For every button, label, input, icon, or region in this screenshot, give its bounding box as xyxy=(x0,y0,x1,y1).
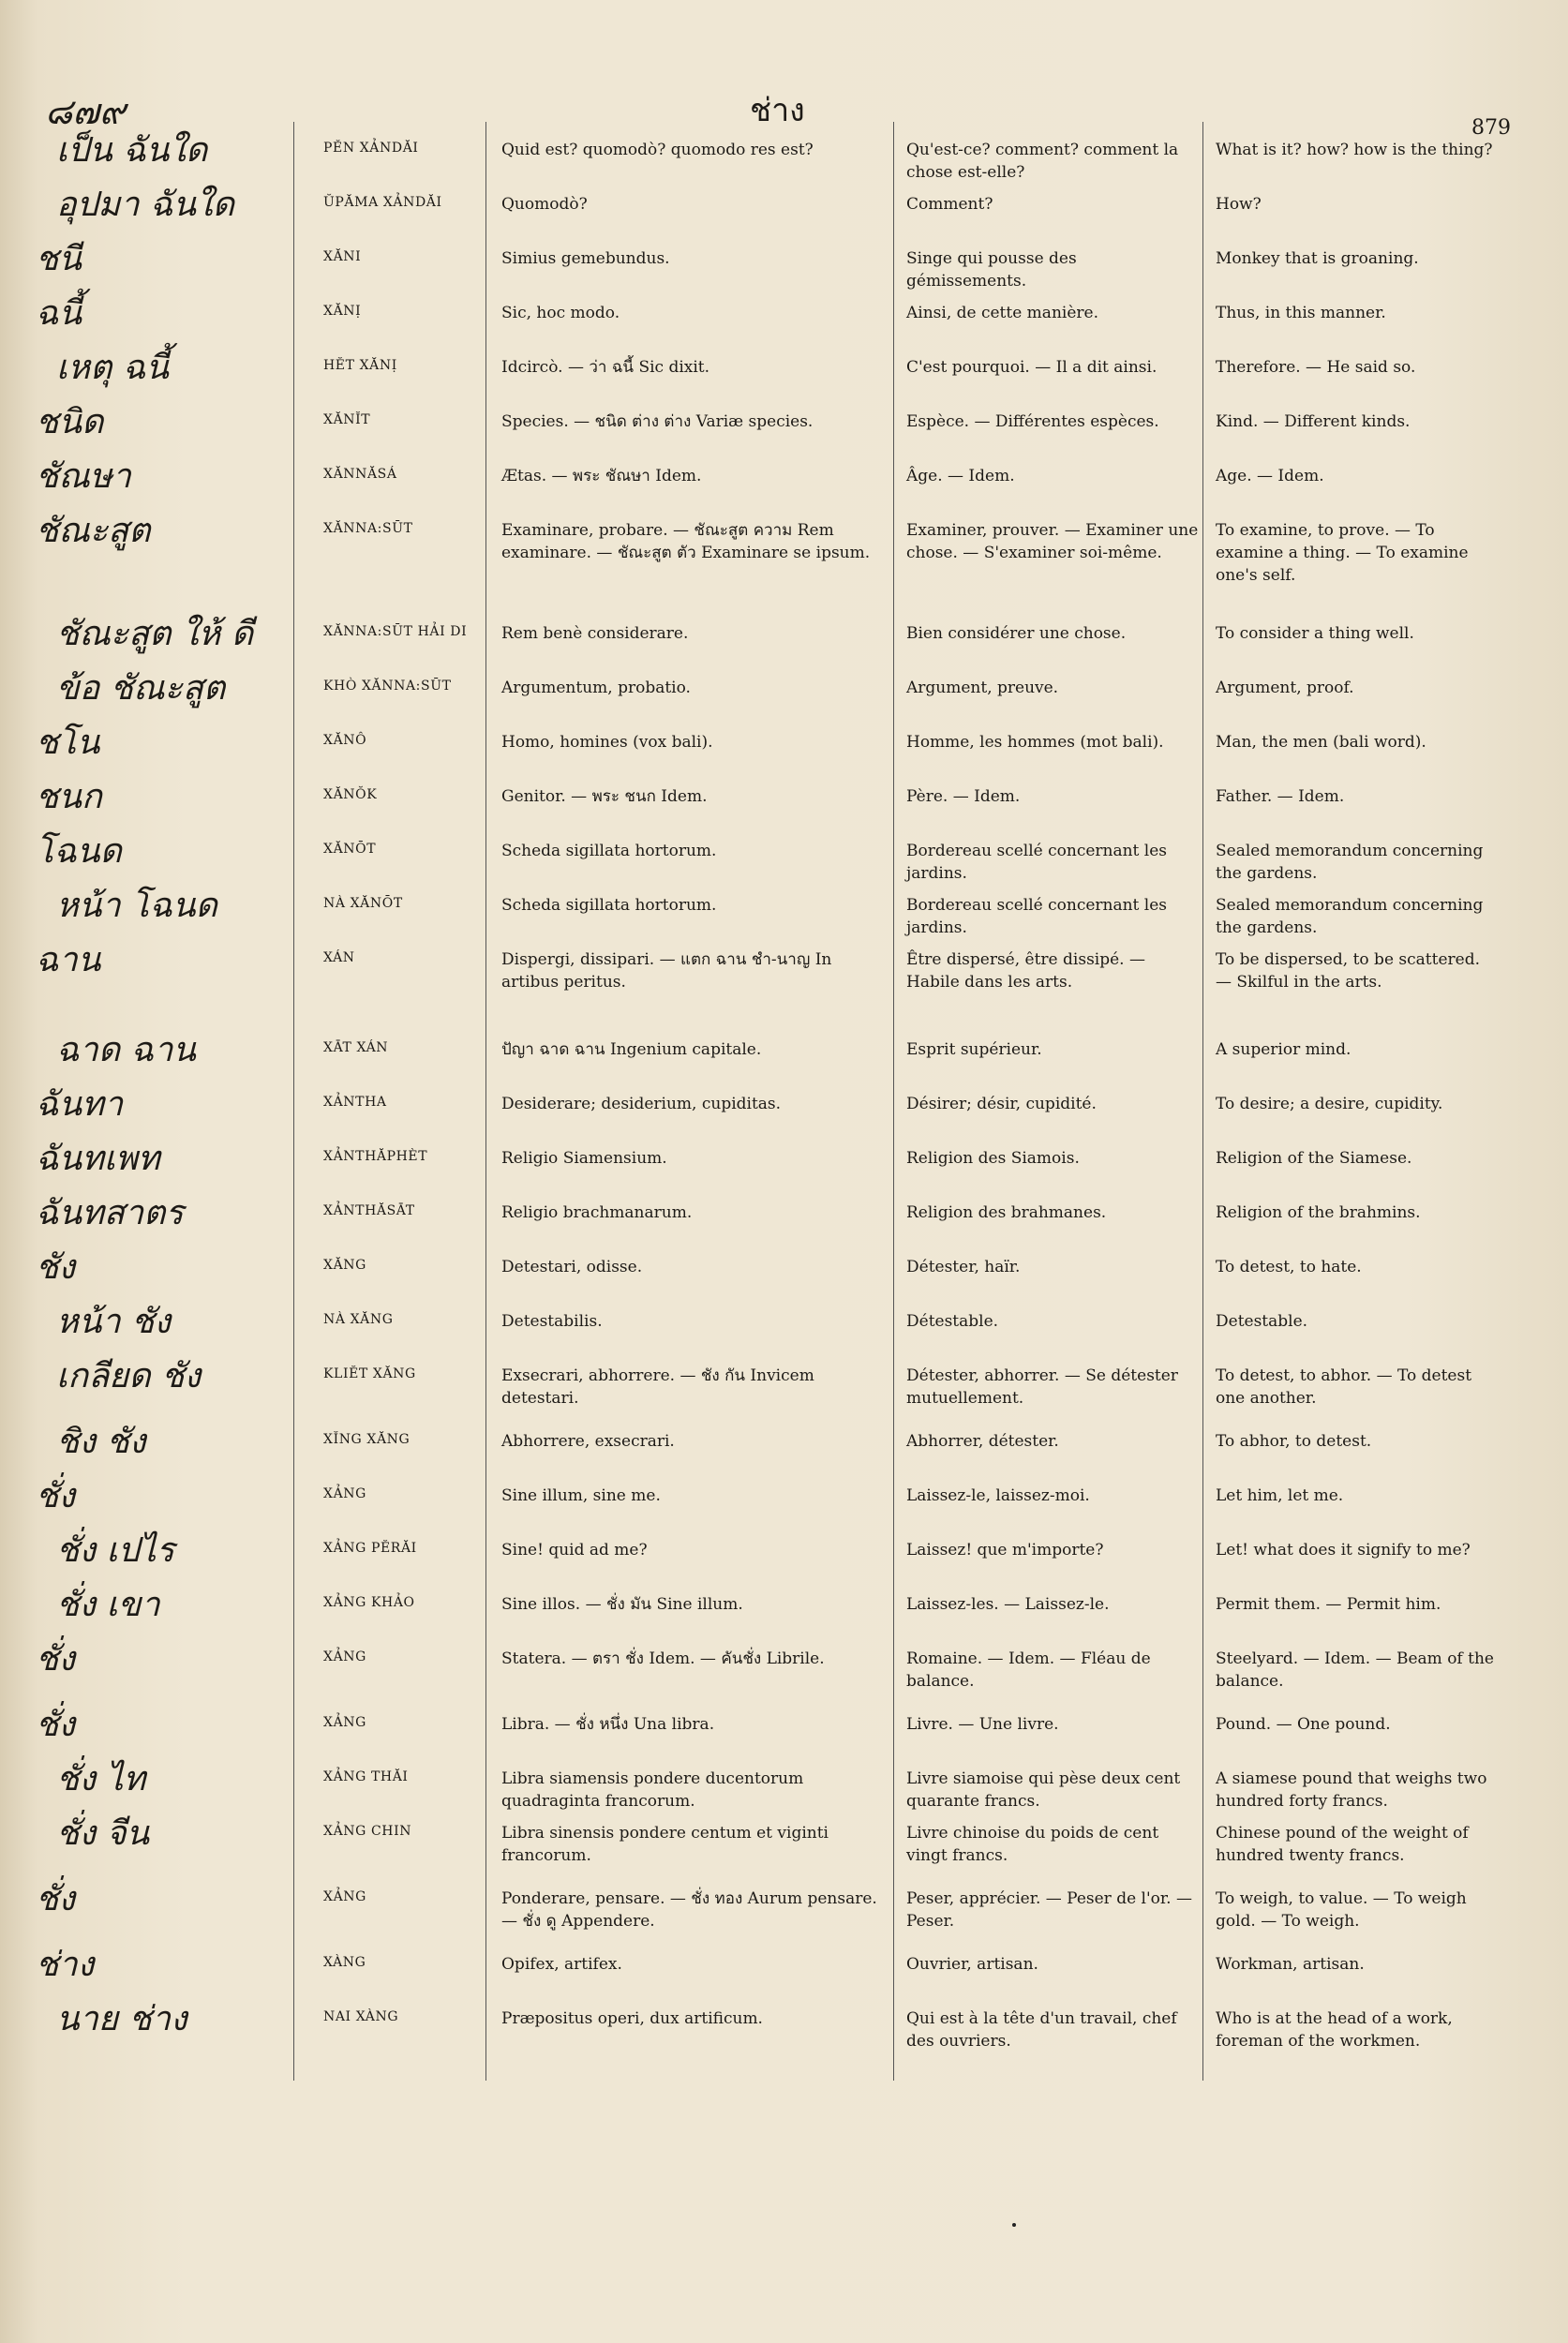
romanization: XẢNG KHẢO xyxy=(323,1595,415,1610)
entry-row xyxy=(0,1878,1568,1944)
entry-row xyxy=(0,1192,1568,1246)
entry-row xyxy=(0,401,1568,455)
page-number: 879 xyxy=(1471,116,1511,140)
thai-headword: ชนิด xyxy=(36,403,104,441)
thai-headword: ฉาน xyxy=(36,941,101,979)
french-definition: Singe qui pousse des gémissements. xyxy=(906,249,1077,291)
english-definition: Permit them. — Permit him. xyxy=(1216,1595,1441,1614)
latin-definition: ปัญา ฉาด ฉาน Ingenium capitale. xyxy=(501,1040,762,1059)
thai-headword: เหตุ ฉนี้ xyxy=(56,349,169,387)
english-definition: What is it? how? how is the thing? xyxy=(1216,141,1493,159)
english-definition: Kind. — Different kinds. xyxy=(1216,412,1411,431)
entry-row xyxy=(0,184,1568,238)
romanization: XẢNTHĂPHÈT xyxy=(323,1149,428,1164)
french-definition: Romaine. — Idem. — Fléau de balance. xyxy=(906,1649,1151,1691)
thai-headword: ชั่ง xyxy=(36,1477,76,1515)
thai-headword: อุปมา ฉันใด xyxy=(56,186,234,224)
french-definition: Qui est à la tête d'un travail, chef des ouvriers. xyxy=(906,2009,1177,2051)
latin-definition: Detestabilis. xyxy=(501,1312,603,1331)
french-definition: Religion des brahmanes. xyxy=(906,1203,1107,1222)
latin-definition: Sine illum, sine me. xyxy=(501,1486,661,1505)
french-definition: Livre siamoise qui pèse deux cent quarante francs. xyxy=(906,1769,1181,1811)
thai-headword: ช่าง xyxy=(36,1946,95,1984)
entry-row xyxy=(0,939,1568,1029)
entry-row xyxy=(0,292,1568,347)
english-definition: Monkey that is groaning. xyxy=(1216,249,1419,268)
romanization: XẢNG PĔRĂI xyxy=(323,1541,417,1556)
latin-definition: Simius gemebundus. xyxy=(501,249,670,268)
thai-headword: ชั่ง xyxy=(36,1640,76,1679)
thai-headword: ชัณะสูต ให้ ดี xyxy=(56,615,254,653)
romanization: XẢNG CHIN xyxy=(323,1824,412,1839)
latin-definition: Quid est? quomodò? quomodo res est? xyxy=(501,141,814,159)
running-head: ช่าง xyxy=(750,92,805,129)
latin-definition: Dispergi, dissipari. — แตก ฉาน ชำ-นาญ In artibus peritus. xyxy=(501,950,832,992)
romanization: KLIĔT XĂNG xyxy=(323,1366,416,1381)
thai-headword: ชนก xyxy=(36,778,102,816)
english-definition: Steelyard. — Idem. — Beam of the balance. xyxy=(1216,1649,1494,1691)
latin-definition: Exsecrari, abhorrere. — ชัง กัน Invicem detestari. xyxy=(501,1366,814,1408)
romanization: XẢNG xyxy=(323,1649,366,1664)
romanization: XÀNG xyxy=(323,1955,366,1970)
romanization: KHÒ XĂNNA:SŪT xyxy=(323,679,452,694)
thai-headword: ชิง ชัง xyxy=(56,1423,146,1461)
entry-row xyxy=(0,1301,1568,1355)
entry-row xyxy=(0,1355,1568,1421)
english-definition: Detestable. xyxy=(1216,1312,1308,1331)
entry-row xyxy=(0,1998,1568,2064)
thai-headword: ชั่ง xyxy=(36,1880,76,1918)
french-definition: Ouvrier, artisan. xyxy=(906,1955,1038,1974)
french-definition: Ainsi, de cette manière. xyxy=(906,304,1098,322)
entry-row xyxy=(0,613,1568,667)
english-definition: To consider a thing well. xyxy=(1216,624,1414,643)
latin-definition: Rem benè considerare. xyxy=(501,624,689,643)
french-definition: Âge. — Idem. xyxy=(906,467,1015,485)
romanization: NAI XÀNG xyxy=(323,2009,399,2024)
latin-definition: Ponderare, pensare. — ชั่ง ทอง Aurum pensare. — ชั่ง ดู Appendere. xyxy=(501,1889,877,1931)
english-definition: Therefore. — He said so. xyxy=(1216,358,1416,377)
english-definition: Sealed memorandum concerning the gardens. xyxy=(1216,896,1484,937)
entry-row xyxy=(0,667,1568,722)
french-definition: Père. — Idem. xyxy=(906,787,1021,806)
thai-headword: ชั่ง เปไร xyxy=(56,1531,175,1570)
romanization: XẢNTHA xyxy=(323,1095,387,1110)
thai-headword: เกลียด ชัง xyxy=(56,1357,202,1395)
english-definition: Workman, artisan. xyxy=(1216,1955,1365,1974)
latin-definition: Libra. — ชั่ง หนึ่ง Una libra. xyxy=(501,1715,715,1734)
french-definition: Bien considérer une chose. xyxy=(906,624,1127,643)
thai-headword: ชโน xyxy=(36,724,100,762)
thai-headword: ฉนี้ xyxy=(36,294,82,333)
latin-definition: Desiderare; desiderium, cupiditas. xyxy=(501,1095,782,1113)
entry-row xyxy=(0,238,1568,292)
french-definition: Laissez-les. — Laissez-le. xyxy=(906,1595,1110,1614)
latin-definition: Scheda sigillata hortorum. xyxy=(501,896,717,915)
romanization: XĂNI xyxy=(323,249,362,264)
thai-headword: หน้า โฉนด xyxy=(56,887,217,925)
thai-headword: ฉันทเพท xyxy=(36,1140,160,1178)
latin-definition: Detestari, odisse. xyxy=(501,1258,643,1276)
thai-headword: โฉนด xyxy=(36,832,122,871)
latin-definition: Sine! quid ad me? xyxy=(501,1541,648,1560)
entry-row xyxy=(0,1704,1568,1758)
latin-definition: Religio brachmanarum. xyxy=(501,1203,693,1222)
english-definition: Let him, let me. xyxy=(1216,1486,1344,1505)
french-definition: Espèce. — Différentes espèces. xyxy=(906,412,1159,431)
entry-row xyxy=(0,1029,1568,1083)
latin-definition: Sic, hoc modo. xyxy=(501,304,620,322)
romanization: XĂNỊ xyxy=(323,304,362,319)
entry-row xyxy=(0,510,1568,613)
thai-headword: ข้อ ชัณะสูต xyxy=(56,669,226,708)
entry-row xyxy=(0,1638,1568,1704)
english-definition: Argument, proof. xyxy=(1216,679,1354,697)
entry-list xyxy=(0,129,1568,2064)
french-definition: Abhorrer, détester. xyxy=(906,1432,1059,1451)
romanization: XĂNG xyxy=(323,1258,366,1273)
entry-row xyxy=(0,129,1568,184)
thai-headword: ชัง xyxy=(36,1248,76,1287)
latin-definition: Argumentum, probatio. xyxy=(501,679,691,697)
latin-definition: Scheda sigillata hortorum. xyxy=(501,842,717,860)
romanization: XĀT XÁN xyxy=(323,1040,389,1055)
english-definition: Sealed memorandum concerning the gardens. xyxy=(1216,842,1484,883)
romanization: HĔT XĂNỊ xyxy=(323,358,397,373)
romanization: XĂNĬT xyxy=(323,412,371,427)
latin-definition: Præpositus operi, dux artificum. xyxy=(501,2009,763,2028)
thai-headword: ชัณะสูต xyxy=(36,512,151,550)
thai-headword: ชั่ง xyxy=(36,1706,76,1744)
french-definition: Bordereau scellé concernant les jardins. xyxy=(906,842,1168,883)
english-definition: To abhor, to detest. xyxy=(1216,1432,1372,1451)
thai-headword: ชั่ง จีน xyxy=(56,1814,150,1853)
thai-headword: ชนี xyxy=(36,240,82,278)
latin-definition: Examinare, probare. — ชัณะสูต ความ Rem examinare. — ชัณะสูต ตัว Examinare se ipsum. xyxy=(501,521,871,562)
english-definition: Chinese pound of the weight of hundred twenty francs. xyxy=(1216,1824,1469,1865)
romanization: XĂNŌT xyxy=(323,842,377,857)
english-definition: Father. — Idem. xyxy=(1216,787,1345,806)
french-definition: Bordereau scellé concernant les jardins. xyxy=(906,896,1168,937)
french-definition: Argument, preuve. xyxy=(906,679,1059,697)
entry-row xyxy=(0,776,1568,830)
french-definition: Homme, les hommes (mot bali). xyxy=(906,733,1164,752)
thai-headword: เป็น ฉันใด xyxy=(56,131,208,170)
latin-definition: Libra siamensis pondere ducentorum quadraginta francorum. xyxy=(501,1769,804,1811)
english-definition: Who is at the head of a work, foreman of the workmen. xyxy=(1216,2009,1453,2051)
entry-row xyxy=(0,1758,1568,1813)
english-definition: To examine, to prove. — To examine a thing. — To examine one's self. xyxy=(1216,521,1469,585)
english-definition: A superior mind. xyxy=(1216,1040,1351,1059)
entry-row xyxy=(0,1246,1568,1301)
french-definition: Peser, apprécier. — Peser de l'or. — Peser. xyxy=(906,1889,1192,1931)
french-definition: Examiner, prouver. — Examiner une chose. — S'examiner soi-même. xyxy=(906,521,1199,562)
entry-row xyxy=(0,347,1568,401)
latin-definition: Abhorrere, exsecrari. xyxy=(501,1432,675,1451)
latin-definition: Religio Siamensium. xyxy=(501,1149,667,1168)
latin-definition: Ætas. — พระ ชัณษา Idem. xyxy=(501,467,702,485)
romanization: XĂNNA:SŪT HẢI DI xyxy=(323,624,468,639)
thai-headword: ชัณษา xyxy=(36,457,131,496)
romanization: XẢNTHĂSĀT xyxy=(323,1203,415,1218)
thai-headword: ชั่ง เขา xyxy=(56,1586,160,1624)
english-definition: Man, the men (bali word). xyxy=(1216,733,1426,752)
thai-headword: ชั่ง ไท xyxy=(56,1760,146,1798)
french-definition: Comment? xyxy=(906,195,993,214)
thai-headword: ฉันทา xyxy=(36,1085,124,1124)
entry-row xyxy=(0,1584,1568,1638)
english-definition: A siamese pound that weighs two hundred forty francs. xyxy=(1216,1769,1487,1811)
french-definition: Détester, abhorrer. — Se détester mutuellement. xyxy=(906,1366,1178,1408)
english-definition: Religion of the Siamese. xyxy=(1216,1149,1412,1168)
thai-headword: ฉันทสาตร xyxy=(36,1194,184,1232)
english-definition: Let! what does it signify to me? xyxy=(1216,1541,1471,1560)
entry-row xyxy=(0,455,1568,510)
entry-row xyxy=(0,1475,1568,1530)
entry-row xyxy=(0,1083,1568,1138)
romanization: ŬPĂMA XẢNDĂI xyxy=(323,195,442,210)
romanization: XÁN xyxy=(323,950,355,965)
entry-row xyxy=(0,1813,1568,1878)
english-definition: To detest, to abhor. — To detest one another. xyxy=(1216,1366,1472,1408)
french-definition: Détester, haïr. xyxy=(906,1258,1021,1276)
entry-row xyxy=(0,830,1568,885)
entry-row xyxy=(0,885,1568,939)
romanization: XĬNG XĂNG xyxy=(323,1432,411,1447)
thai-headword: ฉาด ฉาน xyxy=(56,1031,196,1069)
entry-row xyxy=(0,1421,1568,1475)
latin-definition: Homo, homines (vox bali). xyxy=(501,733,713,752)
entry-row xyxy=(0,1944,1568,1998)
french-definition: Laissez! que m'importe? xyxy=(906,1541,1104,1560)
french-definition: Laissez-le, laissez-moi. xyxy=(906,1486,1090,1505)
romanization: NÀ XĂNG xyxy=(323,1312,394,1327)
english-definition: How? xyxy=(1216,195,1262,214)
ink-dot xyxy=(1012,2223,1016,2227)
latin-definition: Statera. — ตรา ชั่ง Idem. — คันชั่ง Librile. xyxy=(501,1649,825,1668)
latin-definition: Opifex, artifex. xyxy=(501,1955,622,1974)
entry-row xyxy=(0,1138,1568,1192)
latin-definition: Genitor. — พระ ชนก Idem. xyxy=(501,787,708,806)
romanization: XĂNNA:SŪT xyxy=(323,521,413,536)
romanization: XĂNŎK xyxy=(323,787,378,802)
french-definition: Religion des Siamois. xyxy=(906,1149,1080,1168)
latin-definition: Quomodò? xyxy=(501,195,588,214)
latin-definition: Species. — ชนิด ต่าง ต่าง Variæ species. xyxy=(501,412,814,431)
english-definition: Religion of the brahmins. xyxy=(1216,1203,1421,1222)
french-definition: C'est pourquoi. — Il a dit ainsi. xyxy=(906,358,1157,377)
thai-page-number: ๘๗๙ xyxy=(45,91,126,132)
thai-headword: หน้า ชัง xyxy=(56,1303,172,1341)
romanization: XẢNG xyxy=(323,1715,366,1730)
french-definition: Livre chinoise du poids de cent vingt francs. xyxy=(906,1824,1159,1865)
english-definition: To desire; a desire, cupidity. xyxy=(1216,1095,1443,1113)
english-definition: Thus, in this manner. xyxy=(1216,304,1386,322)
latin-definition: Sine illos. — ชั่ง มัน Sine illum. xyxy=(501,1595,743,1614)
english-definition: To weigh, to value. — To weigh gold. — To weigh. xyxy=(1216,1889,1467,1931)
french-definition: Esprit supérieur. xyxy=(906,1040,1042,1059)
french-definition: Qu'est-ce? comment? comment la chose est-elle? xyxy=(906,141,1179,182)
french-definition: Détestable. xyxy=(906,1312,999,1331)
french-definition: Livre. — Une livre. xyxy=(906,1715,1059,1734)
romanization: XẢNG xyxy=(323,1486,366,1501)
french-definition: Être dispersé, être dissipé. — Habile dans les arts. xyxy=(906,950,1145,992)
romanization: XẢNG xyxy=(323,1889,366,1904)
english-definition: To be dispersed, to be scattered. — Skilful in the arts. xyxy=(1216,950,1480,992)
entry-row xyxy=(0,722,1568,776)
english-definition: Pound. — One pound. xyxy=(1216,1715,1391,1734)
english-definition: To detest, to hate. xyxy=(1216,1258,1362,1276)
latin-definition: Libra sinensis pondere centum et viginti francorum. xyxy=(501,1824,829,1865)
english-definition: Age. — Idem. xyxy=(1216,467,1324,485)
romanization: XẢNG THĂI xyxy=(323,1769,409,1784)
romanization: PĚN XẢNDĂI xyxy=(323,141,419,156)
latin-definition: Idcircò. — ว่า ฉนี้ Sic dixit. xyxy=(501,358,710,377)
entry-row xyxy=(0,1530,1568,1584)
french-definition: Désirer; désir, cupidité. xyxy=(906,1095,1097,1113)
romanization: XĂNÔ xyxy=(323,733,367,748)
romanization: NÀ XĂNŌT xyxy=(323,896,403,911)
thai-headword: นาย ช่าง xyxy=(56,2000,187,2038)
romanization: XĂNNĂSÁ xyxy=(323,467,397,482)
